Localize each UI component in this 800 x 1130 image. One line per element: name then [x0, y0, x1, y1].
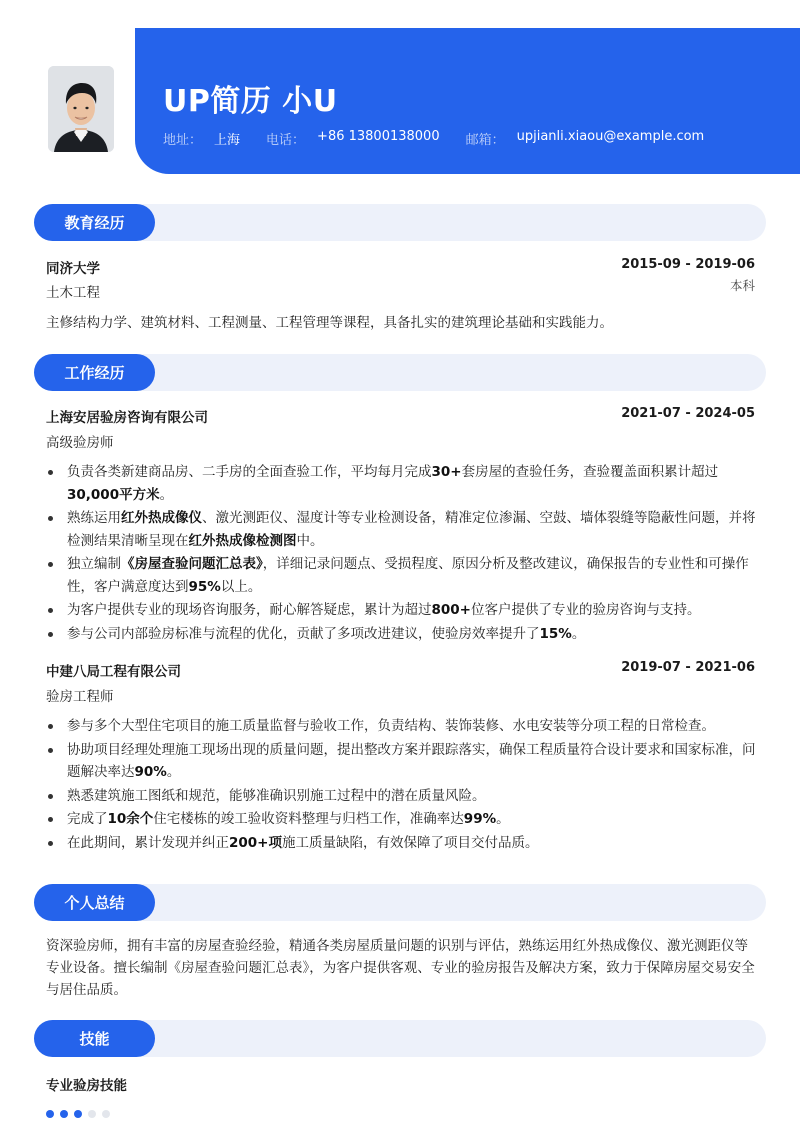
- email-value: upjianli.xiaou@example.com: [516, 129, 705, 144]
- job-dates: 2021-07 - 2024-05: [621, 406, 755, 421]
- bullet-item: 为客户提供专业的现场咨询服务，耐心解答疑虑，累计为超过800+位客户提供了专业的验房咨询与支持。: [46, 599, 756, 622]
- job-title: 高级验房师: [46, 435, 114, 451]
- skill-name: 专业验房技能: [46, 1078, 127, 1094]
- section-summary: [34, 884, 766, 921]
- job-company: 上海安居验房咨询有限公司: [46, 410, 208, 426]
- education-description: 主修结构力学、建筑材料、工程测量、工程管理等课程，具备扎实的建筑理论基础和实践能力。: [46, 315, 613, 331]
- section-title-summary: 个人总结: [34, 884, 155, 921]
- section-education: [34, 204, 766, 241]
- bullet-item: 协助项目经理处理施工现场出现的质量问题，提出整改方案并跟踪落实，确保工程质量符合设计要求和国家标准，问题解决率达90%。: [46, 739, 756, 784]
- job-bullets: [46, 715, 756, 855]
- bullet-item: 参与多个大型住宅项目的施工质量监督与验收工作，负责结构、装饰装修、水电安装等分项工程的日常检查。: [46, 715, 756, 738]
- job-company: 中建八局工程有限公司: [46, 664, 181, 680]
- job-title: 验房工程师: [46, 689, 114, 705]
- education-degree: 本科: [729, 278, 755, 293]
- bullet-item: 完成了10余个住宅楼栋的竣工验收资料整理与归档工作，准确率达99%。: [46, 808, 756, 831]
- bullet-item: 参与公司内部验房标准与流程的优化，贡献了多项改进建议，使验房效率提升了15%。: [46, 623, 756, 646]
- skill-level-dots: [46, 1110, 116, 1118]
- skill-dot-empty: [102, 1110, 110, 1118]
- summary-text: 资深验房师，拥有丰富的房屋查验经验，精通各类房屋质量问题的识别与评估，熟练运用红外热成像仪、激光测距仪等专业设备。擅长编制《房屋查验问题汇总表》，为客户提供客观、专业的验房报告及解决方案，致力于保障房屋交易安全与居住品质。: [46, 938, 755, 998]
- bullet-item: 熟悉建筑施工图纸和规范，能够准确识别施工过程中的潜在质量风险。: [46, 785, 756, 808]
- bullet-item: 在此期间，累计发现并纠正200+项施工质量缺陷，有效保障了项目交付品质。: [46, 832, 756, 855]
- skill-dot-filled: [74, 1110, 82, 1118]
- bullet-item: 负责各类新建商品房、二手房的全面查验工作，平均每月完成30+套房屋的查验任务，查验覆盖面积累计超过30,000平方米。: [46, 461, 756, 506]
- bullet-item: 熟练运用红外热成像仪、激光测距仪、湿度计等专业检测设备，精准定位渗漏、空鼓、墙体裂缝等隐蔽性问题，并将检测结果清晰呈现在红外热成像检测图中。: [46, 507, 756, 552]
- candidate-name: UP简历 小U: [163, 84, 338, 119]
- section-work: [34, 354, 766, 391]
- email-label: 邮箱：: [465, 133, 505, 148]
- section-skills: [34, 1020, 766, 1057]
- education-major: 土木工程: [46, 285, 100, 301]
- bullet-item: 独立编制《房屋查验问题汇总表》，详细记录问题点、受损程度、原因分析及整改建议，确保报告的专业性和可操作性，客户满意度达到95%以上。: [46, 553, 756, 598]
- skill-dot-filled: [46, 1110, 54, 1118]
- contact-email: [466, 129, 705, 148]
- address-value: 上海: [214, 133, 241, 148]
- address-label: 地址：: [163, 133, 203, 148]
- avatar-photo: [48, 66, 114, 152]
- section-title-education: 教育经历: [34, 204, 155, 241]
- contact-row: [163, 129, 730, 148]
- job-dates: 2019-07 - 2021-06: [621, 660, 755, 675]
- phone-value: +86 13800138000: [317, 129, 440, 144]
- avatar: [48, 66, 114, 152]
- skill-dot-empty: [88, 1110, 96, 1118]
- section-title-work: 工作经历: [34, 354, 155, 391]
- job-bullets: [46, 461, 756, 646]
- education-dates: 2015-09 - 2019-06: [621, 257, 755, 272]
- phone-label: 电话：: [266, 133, 306, 148]
- section-title-skills: 技能: [34, 1020, 155, 1057]
- skill-dot-filled: [60, 1110, 68, 1118]
- contact-phone: [266, 129, 440, 148]
- contact-address: [163, 129, 240, 148]
- education-school: 同济大学: [46, 261, 100, 277]
